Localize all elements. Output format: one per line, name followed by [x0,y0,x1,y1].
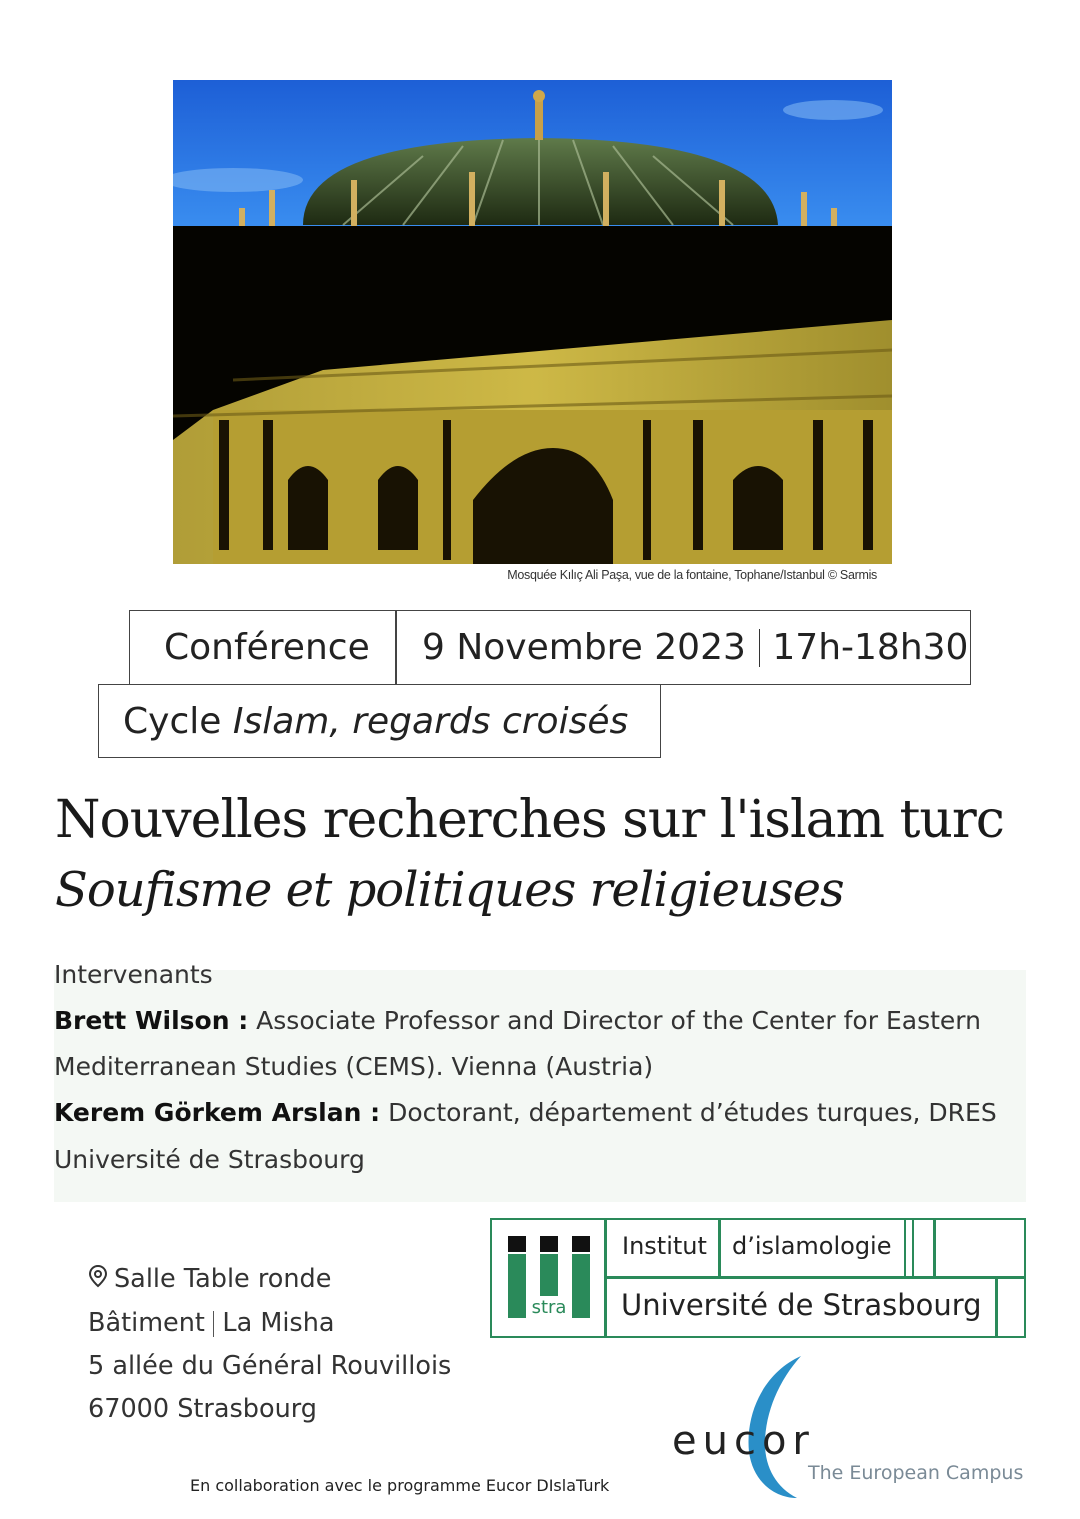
institute-word1: Institut [622,1232,707,1260]
event-type-box [129,610,397,685]
event-time: 17h-18h30 [772,627,969,668]
page-subtitle: Soufisme et politiques religieuses [55,862,844,918]
cycle-box [98,684,661,758]
separator [759,629,761,667]
speaker-1-name: Brett Wilson : [54,1006,249,1035]
speaker-2-name: Kerem Görkem Arslan : [54,1098,381,1127]
address-room-line [88,1258,451,1302]
page-title: Nouvelles recherches sur l'islam turc [55,790,1004,850]
address-building-name: La Misha [222,1307,335,1338]
institute-word2: d’islamologie [732,1232,892,1260]
eucor-wordmark: eucor [672,1418,815,1464]
event-datetime-box [395,610,971,685]
speaker-2-line2: Université de Strasbourg [54,1145,365,1174]
address-street: 5 allée du Général Rouvillois [88,1350,452,1381]
address-building-line [88,1302,451,1345]
location-pin-icon [88,1259,108,1302]
event-type: Conférence [164,627,370,668]
speaker-1-role: Associate Professor and Director of the Center for Eastern [256,1006,981,1035]
speaker-2-role: Doctorant, département d’études turques, DRES [388,1098,997,1127]
venue-address [88,1258,451,1431]
speaker-2-line1 [54,1098,997,1127]
institute-university: Université de Strasbourg [621,1288,982,1322]
address-building: Bâtiment [88,1307,205,1338]
cycle-prefix: Cycle [123,700,222,742]
speaker-1-line1 [54,1006,981,1035]
address-city: 67000 Strasbourg [88,1393,317,1424]
institute-mark-text: stra [531,1297,567,1318]
speakers-label: Intervenants [54,960,213,989]
event-date: 9 Novembre 2023 [422,627,746,668]
eucor-tagline: The European Campus [808,1462,1024,1484]
photo-caption: Mosquée Kılıç Ali Paşa, vue de la fontaine, Tophane/Istanbul © Sarmis [507,568,877,582]
institute-mark-icon [504,1232,594,1322]
mosque-photo [173,80,892,564]
cycle-title: Islam, regards croisés [232,700,629,742]
speaker-1-line2: Mediterranean Studies (CEMS). Vienna (Austria) [54,1052,654,1081]
address-room: Salle Table ronde [114,1264,332,1294]
collaboration-note: En collaboration avec le programme Eucor DIslaTurk [190,1476,610,1495]
separator [213,1311,215,1337]
